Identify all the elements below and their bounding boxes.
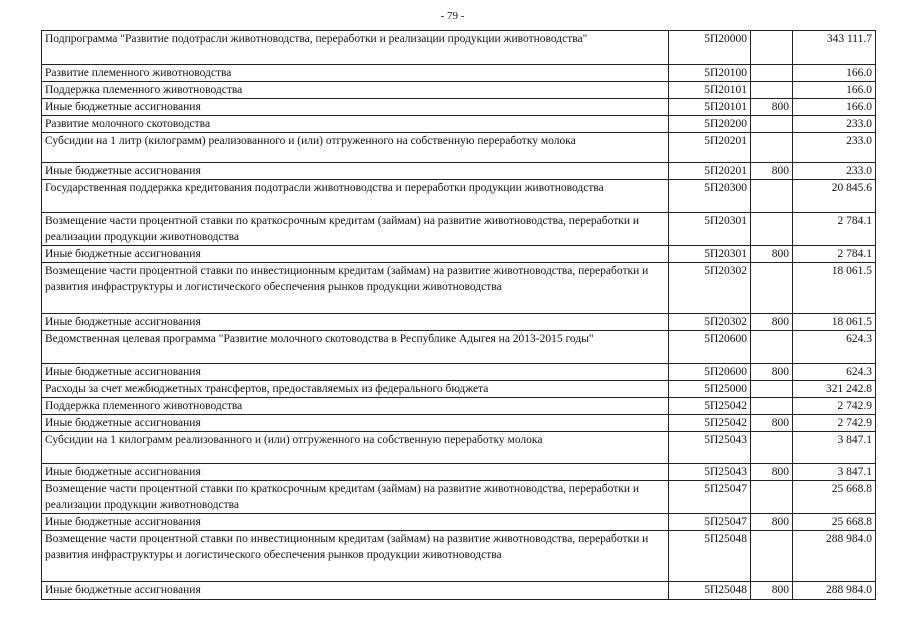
row-name-cell: Иные бюджетные ассигнования: [42, 464, 669, 481]
row-code-cell: 5П20201: [669, 163, 751, 180]
row-expense-type-cell: [751, 180, 793, 213]
table-row: [42, 263, 876, 314]
row-amount-cell: 624.3: [793, 331, 876, 364]
row-expense-type-cell: 800: [751, 415, 793, 432]
table-row: [42, 133, 876, 163]
row-amount-cell: 321 242.8: [793, 381, 876, 398]
row-expense-type-cell: 800: [751, 99, 793, 116]
row-name-cell: Иные бюджетные ассигнования: [42, 582, 669, 600]
row-code-cell: 5П25042: [669, 398, 751, 415]
row-code-cell: 5П20302: [669, 314, 751, 331]
row-expense-type-cell: 800: [751, 464, 793, 481]
row-amount-cell: 2 742.9: [793, 398, 876, 415]
table-row: [42, 582, 876, 600]
row-expense-type-cell: 800: [751, 514, 793, 531]
row-code-cell: 5П25000: [669, 381, 751, 398]
row-amount-cell: 3 847.1: [793, 432, 876, 464]
row-code-cell: 5П25043: [669, 432, 751, 464]
table-row: [42, 432, 876, 464]
table-row: [42, 82, 876, 99]
table-row: [42, 163, 876, 180]
table-row: [42, 246, 876, 263]
row-name-cell: Иные бюджетные ассигнования: [42, 314, 669, 331]
row-code-cell: 5П20600: [669, 364, 751, 381]
row-expense-type-cell: [751, 116, 793, 133]
row-code-cell: 5П20600: [669, 331, 751, 364]
row-amount-cell: 233.0: [793, 133, 876, 163]
row-expense-type-cell: [751, 133, 793, 163]
row-expense-type-cell: 800: [751, 163, 793, 180]
row-expense-type-cell: [751, 263, 793, 314]
row-expense-type-cell: [751, 82, 793, 99]
row-amount-cell: 18 061.5: [793, 263, 876, 314]
row-name-cell: Поддержка племенного животноводства: [42, 398, 669, 415]
row-amount-cell: 624.3: [793, 364, 876, 381]
row-name-cell: Расходы за счет межбюджетных трансфертов, предоставляемых из федерального бюджета: [42, 381, 669, 398]
row-expense-type-cell: [751, 331, 793, 364]
row-expense-type-cell: 800: [751, 364, 793, 381]
table-row: [42, 381, 876, 398]
page-number: - 79 -: [440, 10, 465, 22]
table-row: [42, 464, 876, 481]
row-code-cell: 5П20300: [669, 180, 751, 213]
row-expense-type-cell: [751, 381, 793, 398]
row-code-cell: 5П25047: [669, 481, 751, 514]
row-name-cell: Субсидии на 1 килограмм реализованного и (или) отгруженного на собственную переработку молока: [42, 432, 669, 464]
row-code-cell: 5П25042: [669, 415, 751, 432]
table-row: [42, 364, 876, 381]
row-expense-type-cell: 800: [751, 314, 793, 331]
row-amount-cell: 288 984.0: [793, 531, 876, 582]
row-code-cell: 5П20101: [669, 82, 751, 99]
row-name-cell: Поддержка племенного животноводства: [42, 82, 669, 99]
row-name-cell: Возмещение части процентной ставки по краткосрочным кредитам (займам) на развитие животноводства, переработки и реализации продукции животноводства: [42, 481, 669, 514]
row-expense-type-cell: [751, 65, 793, 82]
row-amount-cell: 288 984.0: [793, 582, 876, 600]
row-expense-type-cell: [751, 531, 793, 582]
row-name-cell: Возмещение части процентной ставки по инвестиционным кредитам (займам) на развитие животноводства, переработки и развития инфраструктуры и логистического обеспечения рынков продукции животноводства: [42, 531, 669, 582]
budget-table: [41, 30, 876, 600]
row-code-cell: 5П20301: [669, 213, 751, 246]
table-row: [42, 116, 876, 133]
row-code-cell: 5П20200: [669, 116, 751, 133]
row-name-cell: Субсидии на 1 литр (килограмм) реализованного и (или) отгруженного на собственную переработку молока: [42, 133, 669, 163]
row-amount-cell: 343 111.7: [793, 31, 876, 65]
row-code-cell: 5П20201: [669, 133, 751, 163]
budget-table-body: [42, 31, 876, 600]
row-name-cell: Возмещение части процентной ставки по инвестиционным кредитам (займам) на развитие животноводства, переработки и развития инфраструктуры и логистического обеспечения рынков продукции животноводства: [42, 263, 669, 314]
row-code-cell: 5П25048: [669, 531, 751, 582]
table-row: [42, 65, 876, 82]
row-name-cell: Подпрограмма "Развитие подотрасли животноводства, переработки и реализации продукции животноводства": [42, 31, 669, 65]
row-name-cell: Ведомственная целевая программа "Развитие молочного скотоводства в Республике Адыгея на 2013-2015 годы": [42, 331, 669, 364]
table-row: [42, 514, 876, 531]
row-expense-type-cell: 800: [751, 582, 793, 600]
row-expense-type-cell: [751, 31, 793, 65]
row-expense-type-cell: [751, 432, 793, 464]
row-code-cell: 5П20000: [669, 31, 751, 65]
row-amount-cell: 166.0: [793, 65, 876, 82]
row-amount-cell: 25 668.8: [793, 481, 876, 514]
table-row: [42, 531, 876, 582]
row-name-cell: Иные бюджетные ассигнования: [42, 246, 669, 263]
row-expense-type-cell: [751, 213, 793, 246]
row-amount-cell: 3 847.1: [793, 464, 876, 481]
row-code-cell: 5П20101: [669, 99, 751, 116]
row-name-cell: Развитие племенного животноводства: [42, 65, 669, 82]
row-amount-cell: 20 845.6: [793, 180, 876, 213]
row-name-cell: Иные бюджетные ассигнования: [42, 163, 669, 180]
row-amount-cell: 166.0: [793, 99, 876, 116]
table-row: [42, 481, 876, 514]
row-expense-type-cell: [751, 481, 793, 514]
table-row: [42, 31, 876, 65]
row-name-cell: Иные бюджетные ассигнования: [42, 364, 669, 381]
row-name-cell: Иные бюджетные ассигнования: [42, 99, 669, 116]
row-expense-type-cell: [751, 398, 793, 415]
row-code-cell: 5П20302: [669, 263, 751, 314]
row-amount-cell: 233.0: [793, 116, 876, 133]
row-name-cell: Иные бюджетные ассигнования: [42, 514, 669, 531]
row-expense-type-cell: 800: [751, 246, 793, 263]
table-row: [42, 415, 876, 432]
row-amount-cell: 25 668.8: [793, 514, 876, 531]
row-amount-cell: 166.0: [793, 82, 876, 99]
row-name-cell: Иные бюджетные ассигнования: [42, 415, 669, 432]
table-row: [42, 314, 876, 331]
row-amount-cell: 2 784.1: [793, 213, 876, 246]
row-code-cell: 5П20100: [669, 65, 751, 82]
row-code-cell: 5П25043: [669, 464, 751, 481]
table-row: [42, 398, 876, 415]
table-row: [42, 99, 876, 116]
row-code-cell: 5П25047: [669, 514, 751, 531]
row-amount-cell: 2 784.1: [793, 246, 876, 263]
table-row: [42, 331, 876, 364]
row-amount-cell: 2 742.9: [793, 415, 876, 432]
row-name-cell: Государственная поддержка кредитования подотрасли животноводства и переработки продукции животноводства: [42, 180, 669, 213]
table-row: [42, 180, 876, 213]
row-name-cell: Развитие молочного скотоводства: [42, 116, 669, 133]
row-amount-cell: 233.0: [793, 163, 876, 180]
row-name-cell: Возмещение части процентной ставки по краткосрочным кредитам (займам) на развитие животноводства, переработки и реализации продукции животноводства: [42, 213, 669, 246]
row-code-cell: 5П20301: [669, 246, 751, 263]
row-amount-cell: 18 061.5: [793, 314, 876, 331]
row-code-cell: 5П25048: [669, 582, 751, 600]
table-row: [42, 213, 876, 246]
